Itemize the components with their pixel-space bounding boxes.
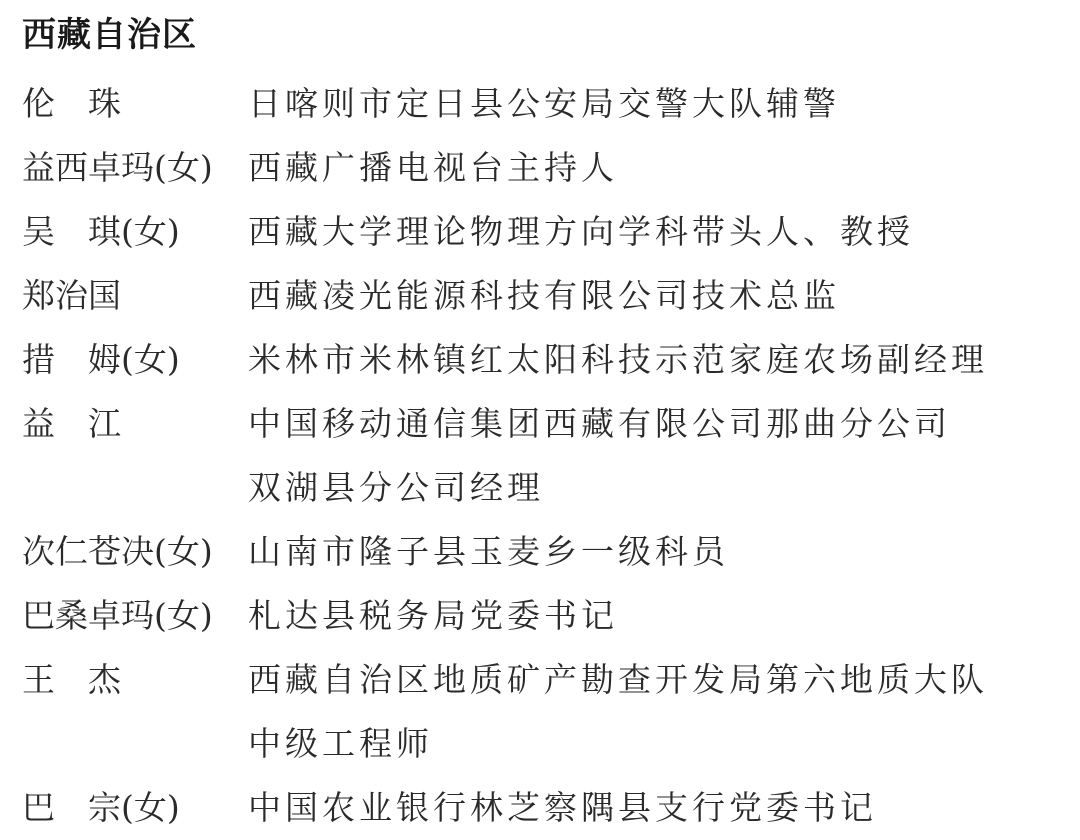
honoree-description: [248, 328, 1062, 392]
honoree-description: [248, 776, 1062, 840]
description-line: 中国移动通信集团西藏有限公司那曲分公司: [248, 404, 951, 443]
honoree-description: [248, 648, 1062, 776]
honoree-name: 郑治国: [22, 276, 121, 315]
honoree-description: [248, 136, 1062, 200]
honoree-description: [248, 392, 1062, 520]
region-heading: 西藏自治区: [22, 15, 197, 55]
honoree-entry: [22, 264, 1062, 328]
honoree-name: 次仁苍决(女): [22, 532, 213, 571]
description-line: 米林市米林镇红太阳科技示范家庭农场副经理: [248, 340, 988, 379]
description-line: 山南市隆子县玉麦乡一级科员: [248, 532, 729, 571]
description-line: 西藏广播电视台主持人: [248, 148, 618, 187]
honoree-entry: [22, 72, 1062, 136]
honoree-list: [22, 72, 1062, 840]
honoree-entry: [22, 648, 1062, 776]
honoree-name: 益西卓玛(女): [22, 148, 213, 187]
honoree-description: [248, 264, 1062, 328]
honoree-name: 王 杰: [22, 660, 121, 699]
honoree-entry: [22, 136, 1062, 200]
description-line: 中国农业银行林芝察隅县支行党委书记: [248, 788, 877, 827]
honoree-name: 吴 琪(女): [22, 212, 180, 251]
honoree-name: 巴 宗(女): [22, 788, 180, 827]
honoree-name: 措 姆(女): [22, 340, 180, 379]
description-line: 中级工程师: [248, 724, 433, 763]
honoree-entry: [22, 584, 1062, 648]
description-line: 札达县税务局党委书记: [248, 596, 618, 635]
honoree-entry: [22, 776, 1062, 840]
description-line: 西藏大学理论物理方向学科带头人、教授: [248, 212, 914, 251]
honoree-name: 巴桑卓玛(女): [22, 596, 213, 635]
honoree-entry: [22, 520, 1062, 584]
honoree-entry: [22, 328, 1062, 392]
honoree-description: [248, 520, 1062, 584]
honoree-description: [248, 200, 1062, 264]
honoree-description: [248, 72, 1062, 136]
honoree-entry: [22, 392, 1062, 520]
description-line: 日喀则市定日县公安局交警大队辅警: [248, 84, 840, 123]
honoree-name: 益 江: [22, 404, 121, 443]
honoree-entry: [22, 200, 1062, 264]
honoree-description: [248, 584, 1062, 648]
description-line: 西藏自治区地质矿产勘查开发局第六地质大队: [248, 660, 988, 699]
description-line: 西藏凌光能源科技有限公司技术总监: [248, 276, 840, 315]
description-line: 双湖县分公司经理: [248, 468, 544, 507]
honoree-name: 伦 珠: [22, 84, 121, 123]
